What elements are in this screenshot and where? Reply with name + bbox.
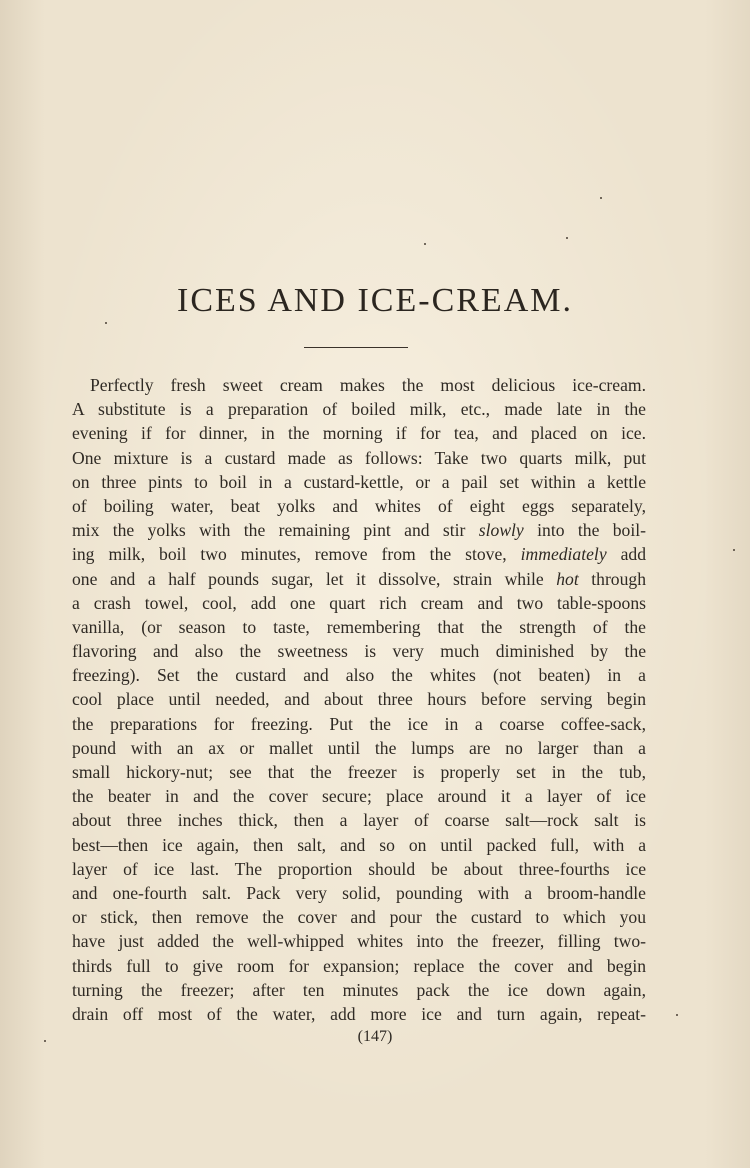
text-run: about three inches thick, then a layer of coarse salt—rock salt is: [72, 810, 646, 831]
text-line: [72, 542, 646, 566]
text-line: [72, 1002, 646, 1026]
text-line: [72, 470, 646, 494]
text-run: ing milk, boil two minutes, remove from the stove,: [72, 544, 521, 565]
text-run: cool place until needed, and about three hours before serving begin: [72, 689, 646, 710]
paper-speck: [600, 197, 602, 199]
text-line: [72, 639, 646, 663]
text-run: on three pints to boil in a custard-kettle, or a pail set within a kettle: [72, 471, 646, 492]
text-run: A substitute is a preparation of boiled milk, etc., made late in the: [72, 399, 646, 420]
text-run: the preparations for freezing. Put the ice in a coarse coffee-sack,: [72, 713, 646, 734]
text-line: [72, 736, 646, 760]
text-run: or stick, then remove the cover and pour the custard to which you: [72, 907, 646, 928]
text-run: of boiling water, beat yolks and whites of eight eggs separately,: [72, 495, 646, 516]
page-number: (147): [357, 1028, 393, 1045]
text-run: small hickory-nut; see that the freezer is properly set in the tub,: [72, 762, 646, 782]
text-run: through: [578, 568, 646, 589]
text-line: [72, 663, 646, 687]
text-run: have just added the well-whipped whites into the freezer, filling two-: [72, 931, 646, 952]
text-run: Perfectly fresh sweet cream makes the most delicious ice-cream.: [90, 375, 646, 395]
paper-speck: [566, 237, 568, 239]
paper-speck: [676, 1014, 678, 1016]
text-run: freezing). Set the custard and also the whites (not beaten) in a: [72, 665, 646, 686]
text-run: turning the freezer; after ten minutes pack the ice down again,: [72, 979, 646, 1000]
text-run: layer of ice last. The proportion should be about three-fourths ice: [72, 858, 646, 879]
body-paragraph: [72, 373, 646, 1026]
text-line: [72, 712, 646, 736]
text-line: [72, 687, 646, 711]
text-line: [72, 446, 646, 470]
text-line: [72, 808, 646, 832]
text-line: [72, 591, 646, 615]
text-line: [72, 373, 646, 397]
text-run: flavoring and also the sweetness is very much diminished by the: [72, 641, 646, 662]
italic-phrase: slowly: [478, 520, 524, 541]
text-run: One mixture is a custard made as follows: Take two quarts milk, put: [72, 447, 646, 468]
text-run: vanilla, (or season to taste, remembering that the strength of the: [72, 616, 646, 637]
text-line: [72, 833, 646, 857]
text-run: pound with an ax or mallet until the lumps are no larger than a: [72, 737, 646, 758]
chapter-title: ICES AND ICE-CREAM.: [177, 282, 573, 319]
text-line: [72, 567, 646, 591]
text-line: [72, 760, 646, 784]
text-line: [72, 954, 646, 978]
text-run: add: [606, 544, 646, 565]
title-rule: [304, 347, 408, 348]
text-line: [72, 978, 646, 1002]
text-run: the beater in and the cover secure; place around it a layer of ice: [72, 786, 646, 807]
text-line: [72, 881, 646, 905]
text-run: a crash towel, cool, add one quart rich cream and two table-spoons: [72, 592, 646, 613]
text-line: [72, 784, 646, 808]
text-run: one and a half pounds sugar, let it dissolve, strain while: [72, 568, 557, 589]
paper-speck: [424, 243, 426, 245]
text-run: evening if for dinner, in the morning if for tea, and placed on ice.: [72, 423, 646, 444]
text-line: [72, 857, 646, 881]
italic-phrase: immediately: [520, 544, 607, 565]
text-run: into the boil-: [523, 520, 646, 541]
text-line: [72, 421, 646, 445]
italic-phrase: hot: [556, 568, 579, 589]
paper-speck: [105, 322, 107, 324]
text-line: [72, 905, 646, 929]
text-run: thirds full to give room for expansion; replace the cover and begin: [72, 955, 646, 976]
text-line: [72, 929, 646, 953]
text-line: [72, 494, 646, 518]
text-line: [72, 397, 646, 421]
text-line: [72, 615, 646, 639]
paper-speck: [733, 549, 735, 551]
text-line: [72, 518, 646, 542]
text-run: drain off most of the water, add more ice and turn again, repeat-: [72, 1003, 646, 1024]
text-run: best—then ice again, then salt, and so on until packed full, with a: [72, 834, 646, 855]
text-run: mix the yolks with the remaining pint and stir: [72, 520, 479, 541]
text-run: and one-fourth salt. Pack very solid, pounding with a broom-handle: [72, 882, 646, 903]
